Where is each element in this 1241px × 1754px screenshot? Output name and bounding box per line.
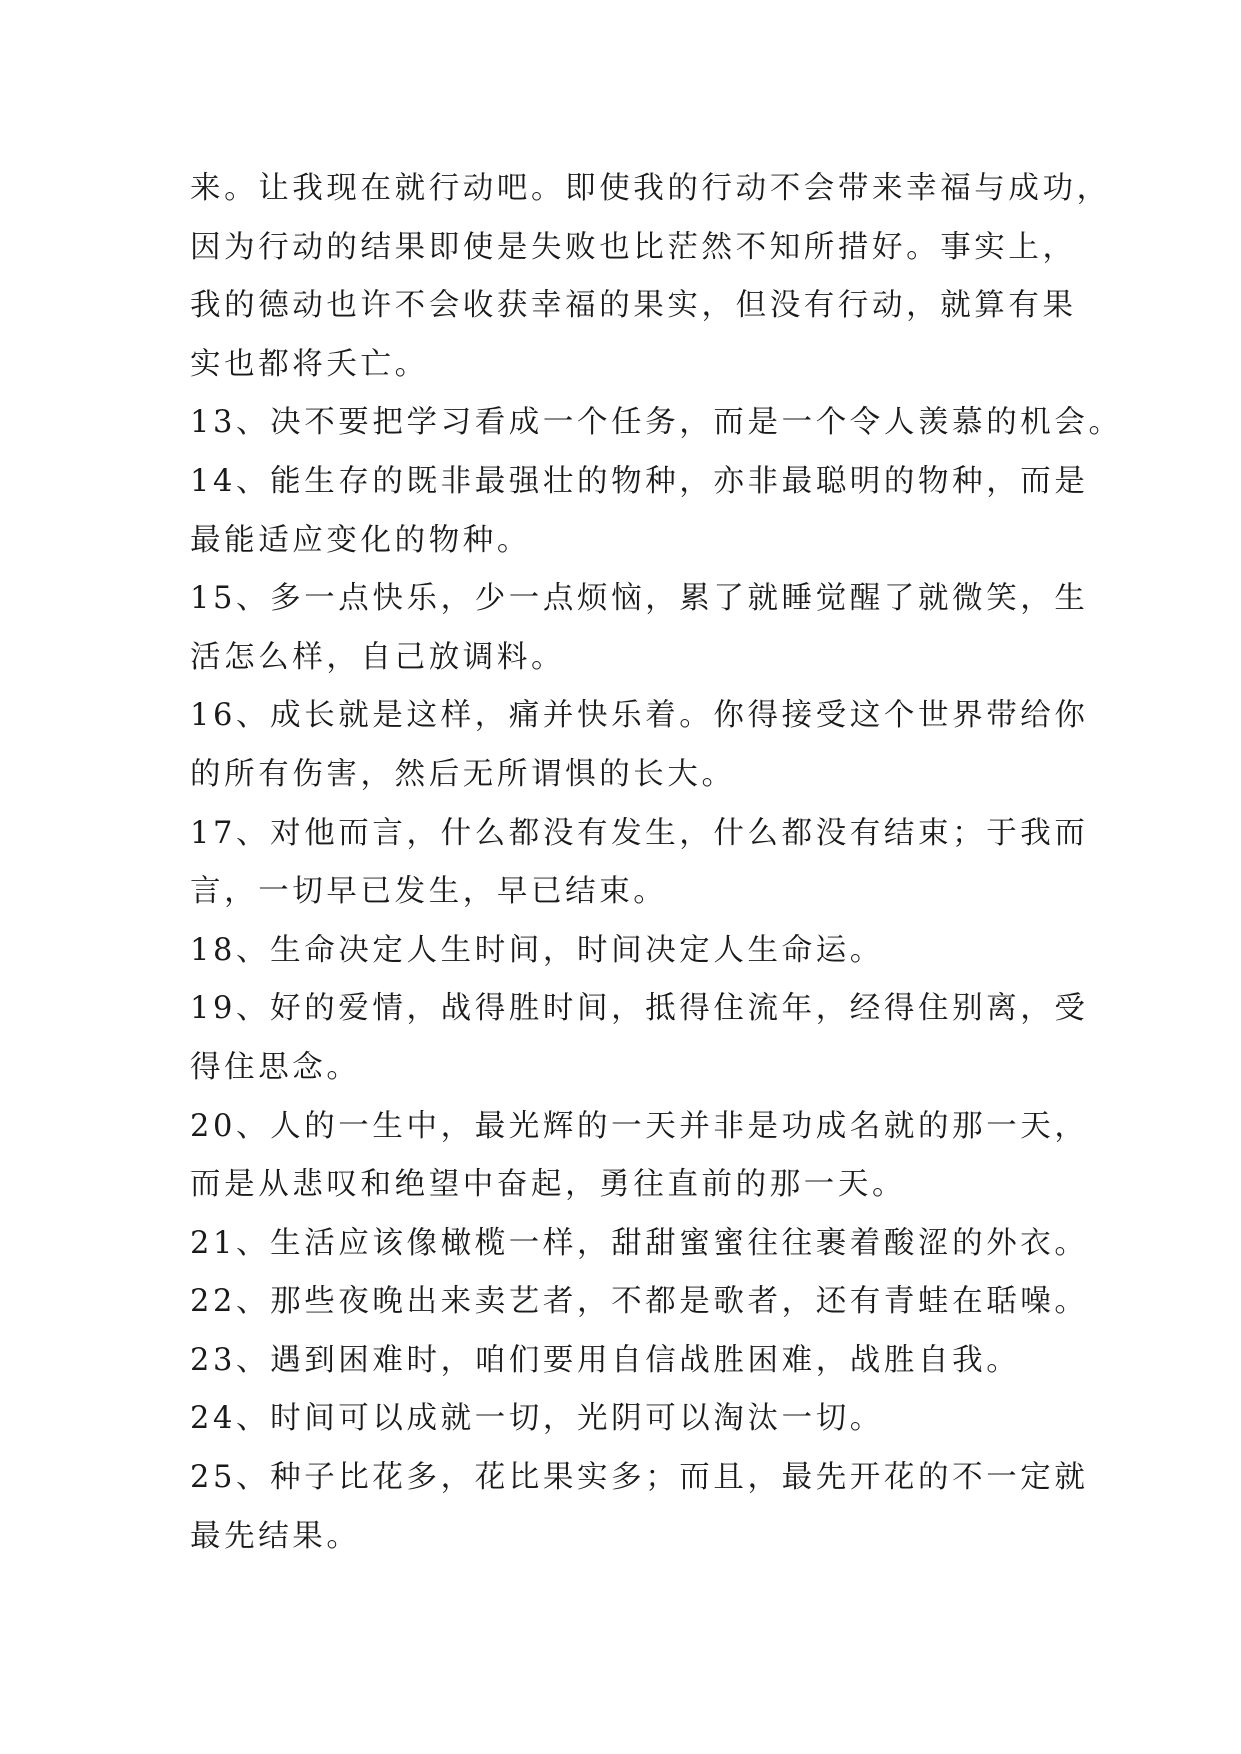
quote-24: 24、时间可以成就一切，光阴可以淘汰一切。 bbox=[190, 1401, 884, 1437]
quote-23: 23、遇到困难时，咱们要用自信战胜困难，战胜自我。 bbox=[190, 1342, 1021, 1378]
text-line: 因为行动的结果即使是失败也比茫然不知所措好。事实上， bbox=[190, 229, 1077, 265]
quote-19: 19、好的爱情，战得胜时间，抵得住流年，经得住别离，受 bbox=[190, 991, 1089, 1027]
text-line: 来。让我现在就行动吧。即使我的行动不会带来幸福与成功， bbox=[190, 171, 1111, 206]
quote-18: 18、生命决定人生时间，时间决定人生命运。 bbox=[190, 932, 884, 968]
document-body bbox=[190, 160, 1123, 1566]
quote-15: 15、多一点快乐，少一点烦恼，累了就睡觉醒了就微笑，生 bbox=[190, 581, 1089, 617]
text-line: 的所有伤害，然后无所谓惧的长大。 bbox=[190, 756, 736, 792]
quote-13: 13、决不要把学习看成一个任务，而是一个令人羡慕的机会。 bbox=[190, 405, 1123, 441]
text-line: 活怎么样，自己放调料。 bbox=[190, 639, 566, 675]
quote-20: 20、人的一生中，最光辉的一天并非是功成名就的那一天， bbox=[190, 1108, 1089, 1144]
text-line: 实也都将夭亡。 bbox=[190, 346, 429, 382]
quote-22: 22、那些夜晚出来卖艺者，不都是歌者，还有青蛙在聒噪。 bbox=[190, 1284, 1089, 1320]
quote-17: 17、对他而言，什么都没有发生，什么都没有结束；于我而 bbox=[190, 815, 1089, 851]
quote-14: 14、能生存的既非最强壮的物种，亦非最聪明的物种，而是 bbox=[190, 463, 1089, 499]
text-line: 得住思念。 bbox=[190, 1049, 361, 1085]
text-line: 最能适应变化的物种。 bbox=[190, 522, 531, 558]
text-line: 我的德动也许不会收获幸福的果实，但没有行动，就算有果 bbox=[190, 288, 1077, 324]
quote-16: 16、成长就是这样，痛并快乐着。你得接受这个世界带给你 bbox=[190, 698, 1089, 734]
text-line: 言，一切早已发生，早已结束。 bbox=[190, 874, 668, 910]
text-line: 最先结果。 bbox=[190, 1518, 361, 1554]
text-line: 而是从悲叹和绝望中奋起，勇往直前的那一天。 bbox=[190, 1167, 907, 1203]
quote-21: 21、生活应该像橄榄一样，甜甜蜜蜜往往裹着酸涩的外衣。 bbox=[190, 1225, 1089, 1261]
quote-25: 25、种子比花多，花比果实多；而且，最先开花的不一定就 bbox=[190, 1460, 1089, 1496]
